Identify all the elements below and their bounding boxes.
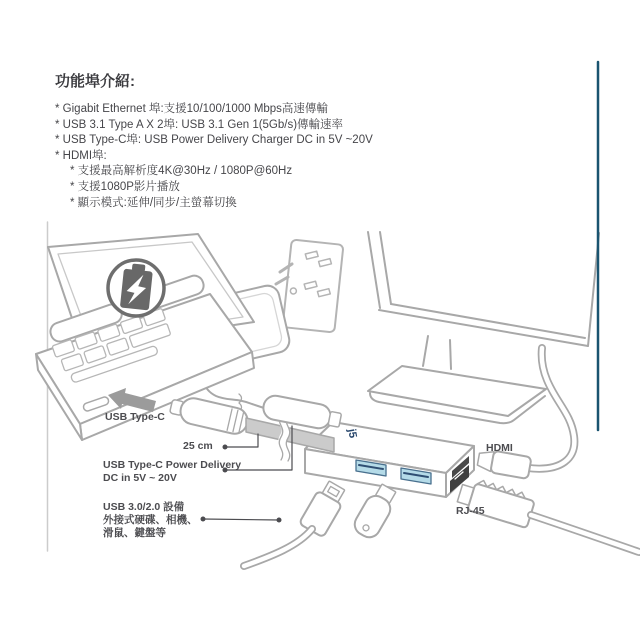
monitor-stand-base — [368, 366, 546, 416]
monitor-stand-neck — [423, 336, 451, 369]
wall-outlet — [283, 240, 344, 333]
bullet-usb31-typea: * USB 3.1 Type A X 2埠: USB 3.1 Gen 1(5Gb/s)傳輸速率 — [55, 118, 344, 131]
bullet-hdmi-playback: * 支援1080P影片播放 — [70, 180, 180, 193]
hub-brand-logo: j5 — [345, 427, 359, 440]
label-rj45: RJ-45 — [456, 505, 485, 517]
usb-flash-drive — [351, 482, 401, 542]
label-usb-devices: USB 3.0/2.0 設備 外接式硬碟、相機、 滑鼠、鍵盤等 — [103, 501, 198, 539]
label-cable-length: 25 cm — [183, 440, 213, 452]
hdmi-cable — [528, 348, 574, 469]
bullet-hdmi-resolution: * 支援最高解析度4K@30Hz / 1080P@60Hz — [70, 165, 293, 178]
label-hdmi: HDMI — [486, 442, 513, 454]
bullet-gigabit-ethernet: * Gigabit Ethernet 埠:支援10/100/1000 Mbps高速傳輸 — [55, 103, 328, 115]
bullet-hdmi-modes: * 顯示模式:延伸/同步/主螢幕切換 — [70, 196, 237, 209]
monitor — [368, 232, 599, 423]
page-title: 功能埠介紹: — [55, 73, 135, 90]
bullet-usb-type-c: * USB Type-C埠: USB Power Delivery Charger DC in 5V ~20V — [55, 134, 373, 147]
label-usb-type-c: USB Type-C — [105, 411, 165, 423]
usb-a-plug — [244, 478, 349, 566]
label-power-delivery: USB Type-C Power Delivery DC in 5V ~ 20V — [103, 459, 242, 484]
bullet-hdmi: * HDMI埠: — [55, 149, 107, 162]
battery-charging-icon — [108, 260, 164, 316]
